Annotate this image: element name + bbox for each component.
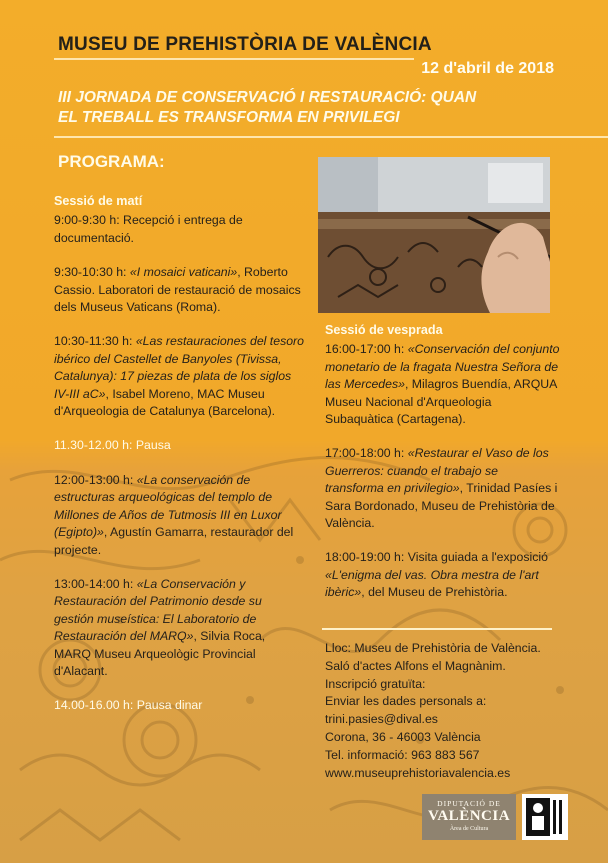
restoration-photo (318, 157, 550, 313)
item-talk-title: «Conservación del conjunto monetario de la fragata Nuestra Señora de las Mercedes» (325, 342, 560, 392)
program-item (325, 341, 560, 428)
item-talk-title: «I mosaici vaticani» (129, 265, 238, 280)
program-item (54, 212, 304, 247)
program-item (54, 576, 304, 680)
program-item (54, 333, 304, 420)
info-website[interactable]: www.museuprehistoriavalencia.es (325, 765, 511, 780)
item-talk-title: «La conservación de estructuras arqueológicas del templo de Millones de Años de Tutmosis III en Luxor (Egipto)» (54, 472, 282, 540)
info-address: Corona, 36 - 46003 València (325, 729, 481, 744)
info-phone: Tel. informació: 963 883 567 (325, 747, 480, 762)
info-email[interactable]: trini.pasies@dival.es (325, 712, 438, 727)
diputacio-logo (422, 794, 516, 840)
afternoon-session-heading: Sessió de vesprada (325, 323, 443, 337)
pause-item: 11.30-12.00 h: Pausa (54, 438, 171, 453)
item-talk-title: «Restaurar el Vaso de los Guerreros: cuando el trabajo se transforma en privilegio» (325, 446, 549, 496)
item-text: , Silvia Roca, MARQ Museu Arqueològic Provincial d'Alacant. (54, 629, 266, 678)
lunch-pause-item: 14.00-16.00 h: Pausa dinar (54, 698, 203, 713)
info-send-data: Enviar les dades personals a: (325, 694, 487, 709)
item-time: 9:30-10:30 h: (54, 265, 127, 280)
afternoon-session (325, 322, 560, 619)
diputacio-logo-line1: DIPUTACIÓ DE (437, 799, 501, 808)
diputacio-logo-line3: Àrea de Cultura (449, 826, 489, 832)
item-time: 12:00-13:00 h: (54, 472, 134, 487)
item-text-tail: , del Museu de Prehistòria. (361, 585, 508, 600)
morning-session (54, 193, 304, 732)
venue-info (325, 640, 575, 782)
event-subtitle (58, 88, 558, 128)
item-text: , Isabel Moreno, MAC Museu d'Arqueologia de Catalunya (Barcelona). (54, 386, 276, 419)
sponsor-logos (422, 794, 572, 844)
program-item (325, 445, 560, 532)
title-divider (54, 58, 414, 60)
info-hall: Saló d'actes Alfons el Magnànim. (325, 658, 506, 673)
diputacio-logo-line2: VALÈNCIA (427, 808, 511, 824)
subtitle-divider (54, 136, 608, 138)
item-text: , Milagros Buendía, ARQUA Museu Nacional d'Arqueologia Subaquàtica (Cartagena). (325, 377, 557, 427)
museum-title: MUSEU DE PREHISTÒRIA DE VALÈNCIA (58, 34, 432, 55)
item-text: , Roberto Cassio. Laboratori de restauració de mosaics dels Museus Vaticans (Roma). (54, 265, 301, 315)
event-date: 12 d'abril de 2018 (421, 60, 554, 77)
item-text: Recepció i entrega de documentació. (54, 213, 243, 245)
info-registration: Inscripció gratuïta: (325, 676, 426, 691)
info-venue: Lloc: Museu de Prehistòria de València. (325, 641, 541, 655)
item-text: Visita guiada a l'exposició (404, 550, 548, 565)
museum-logo-icon (522, 794, 568, 840)
programa-heading: PROGRAMA: (58, 152, 165, 171)
item-time: 10:30-11:30 h: (54, 334, 133, 349)
item-talk-title: «L'enigma del vas. Obra mestra de l'art ibèric» (325, 567, 539, 600)
item-time: 17:00-18:00 h: (325, 446, 405, 461)
info-divider (322, 628, 552, 630)
item-time: 9:00-9:30 h: (54, 213, 120, 228)
item-time: 13:00-14:00 h: (54, 576, 134, 591)
program-item (54, 264, 304, 316)
museum-logo (522, 794, 568, 840)
item-time: 18:00-19:00 h: (325, 550, 405, 565)
subtitle-line-1: III JORNADA DE CONSERVACIÓ I RESTAURACIÓ: QUAN (58, 89, 477, 106)
item-text: , Agustín Gamarra, restaurador del projecte. (54, 525, 294, 557)
morning-session-heading: Sessió de matí (54, 194, 143, 208)
program-item (325, 549, 560, 601)
item-talk-title: «La Conservación y Restauración del Patrimonio desde su gestión museística: El Laboratorio de Restauración del MARQ» (54, 576, 262, 644)
item-talk-title: «Las restauraciones del tesoro ibérico del Castellet de Banyoles (Tivissa, Catalunya): 17 piezas de plata de los siglos IV-III aC» (54, 334, 304, 401)
item-text: , Trinidad Pasíes i Sara Bordonado, Museu de Prehistòria de València. (325, 481, 558, 531)
restoration-photo-image (318, 157, 550, 313)
subtitle-line-2: EL TREBALL ES TRANSFORMA EN PRIVILEGI (58, 109, 400, 126)
item-time: 16:00-17:00 h: (325, 342, 405, 357)
program-item (54, 472, 304, 559)
